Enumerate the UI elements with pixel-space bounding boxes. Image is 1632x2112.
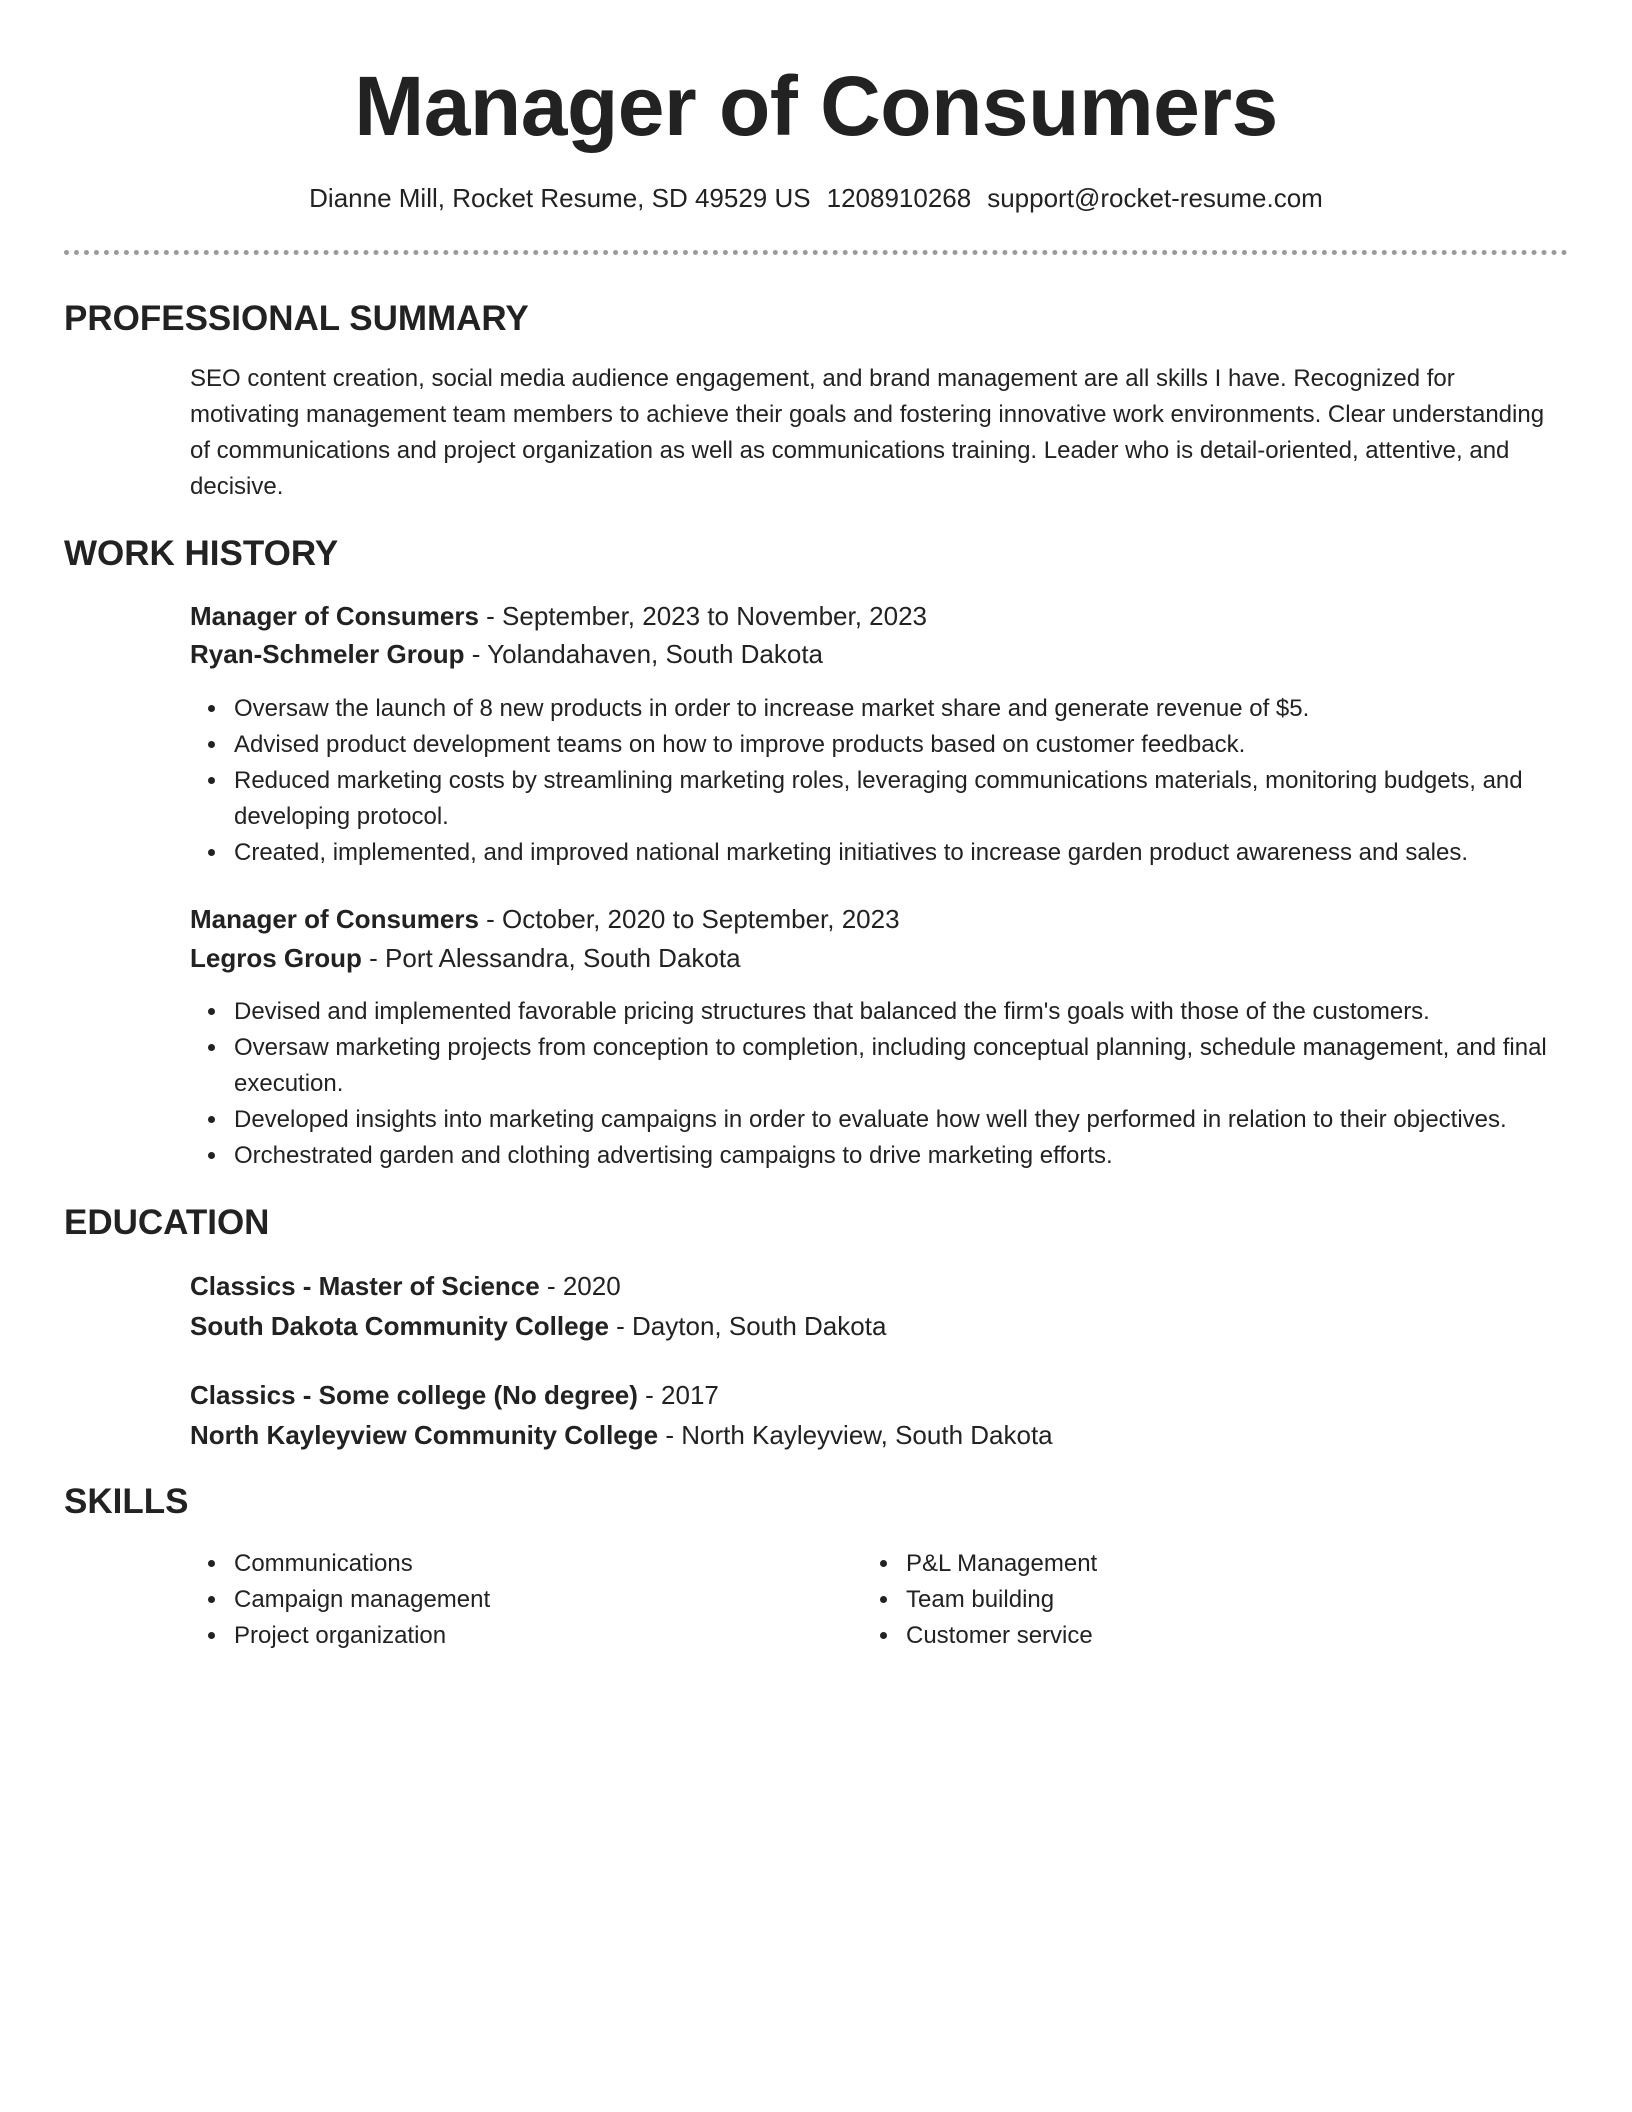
resume-title: Manager of Consumers [354,59,1278,153]
job-company: Ryan-Schmeler Group [190,639,465,669]
education-2-degree-line [190,1377,1570,1413]
list-item: Devised and implemented favorable pricing structures that balanced the firm's goals with those of the customers. [234,994,1614,1030]
education-school: North Kayleyview Community College [190,1420,659,1450]
job-dates: - September, 2023 to November, 2023 [478,601,928,631]
list-item: Orchestrated garden and clothing advertising campaigns to drive marketing efforts. [234,1138,1614,1174]
education-degree: Classics - Master of Science [190,1271,540,1301]
list-item: Developed insights into marketing campaigns in order to evaluate how well they performed in relation to their objectives. [234,1102,1614,1138]
job-2-title-line [190,901,1570,937]
list-item: Advised product development teams on how to improve products based on customer feedback. [234,727,1614,763]
summary-text: SEO content creation, social media audience engagement, and brand management are all skills I have. Recognized for motivating management team members to achieve their goals and fostering innovative work environments. Clear understanding of communications and project organization as well as communications training. Leader who is detail-oriented, attentive, and decisive. [190,365,1545,500]
education-location: - Dayton, South Dakota [608,1311,887,1341]
list-item: Oversaw marketing projects from conception to completion, including conceptual planning, schedule management, and final execution. [234,1030,1614,1102]
job-1-title-line [190,598,1570,634]
job-title: Manager of Consumers [190,601,479,631]
section-heading-summary: PROFESSIONAL SUMMARY [64,299,529,338]
education-location: - North Kayleyview, South Dakota [658,1420,1053,1450]
contact-phone: 1208910268 [826,183,972,213]
job-location: - Port Alessandra, South Dakota [361,943,741,973]
education-degree: Classics - Some college (No degree) [190,1380,638,1410]
list-item: Communications [234,1546,834,1582]
section-heading-work: WORK HISTORY [64,534,339,573]
contact-line [0,180,1632,216]
list-item: Customer service [906,1618,1506,1654]
job-1-company-line [190,636,1570,672]
job-2-bullets [190,994,1614,1174]
contact-address: Dianne Mill, Rocket Resume, SD 49529 US [309,183,811,213]
job-1-bullets [190,691,1614,871]
job-2-company-line [190,940,1570,976]
job-title: Manager of Consumers [190,904,479,934]
contact-email[interactable]: support@rocket-resume.com [987,183,1323,213]
education-1-degree-line [190,1268,1570,1304]
list-item: Reduced marketing costs by streamlining marketing roles, leveraging communications materials, monitoring budgets, and developing protocol. [234,763,1614,835]
education-year: - 2017 [637,1380,719,1410]
section-heading-skills: SKILLS [64,1482,189,1521]
list-item: Created, implemented, and improved national marketing initiatives to increase garden product awareness and sales. [234,835,1614,871]
skills-list-right [862,1546,1506,1654]
education-1-school-line [190,1308,1570,1344]
list-item: Project organization [234,1618,834,1654]
header-divider [64,250,1568,255]
job-location: - Yolandahaven, South Dakota [464,639,824,669]
job-dates: - October, 2020 to September, 2023 [478,904,900,934]
list-item: Campaign management [234,1582,834,1618]
list-item: Team building [906,1582,1506,1618]
list-item: P&L Management [906,1546,1506,1582]
job-company: Legros Group [190,943,362,973]
list-item: Oversaw the launch of 8 new products in order to increase market share and generate revenue of $5. [234,691,1614,727]
education-year: - 2020 [539,1271,621,1301]
education-school: South Dakota Community College [190,1311,609,1341]
section-heading-education: EDUCATION [64,1203,270,1242]
education-2-school-line [190,1417,1570,1453]
skills-list-left [190,1546,834,1654]
